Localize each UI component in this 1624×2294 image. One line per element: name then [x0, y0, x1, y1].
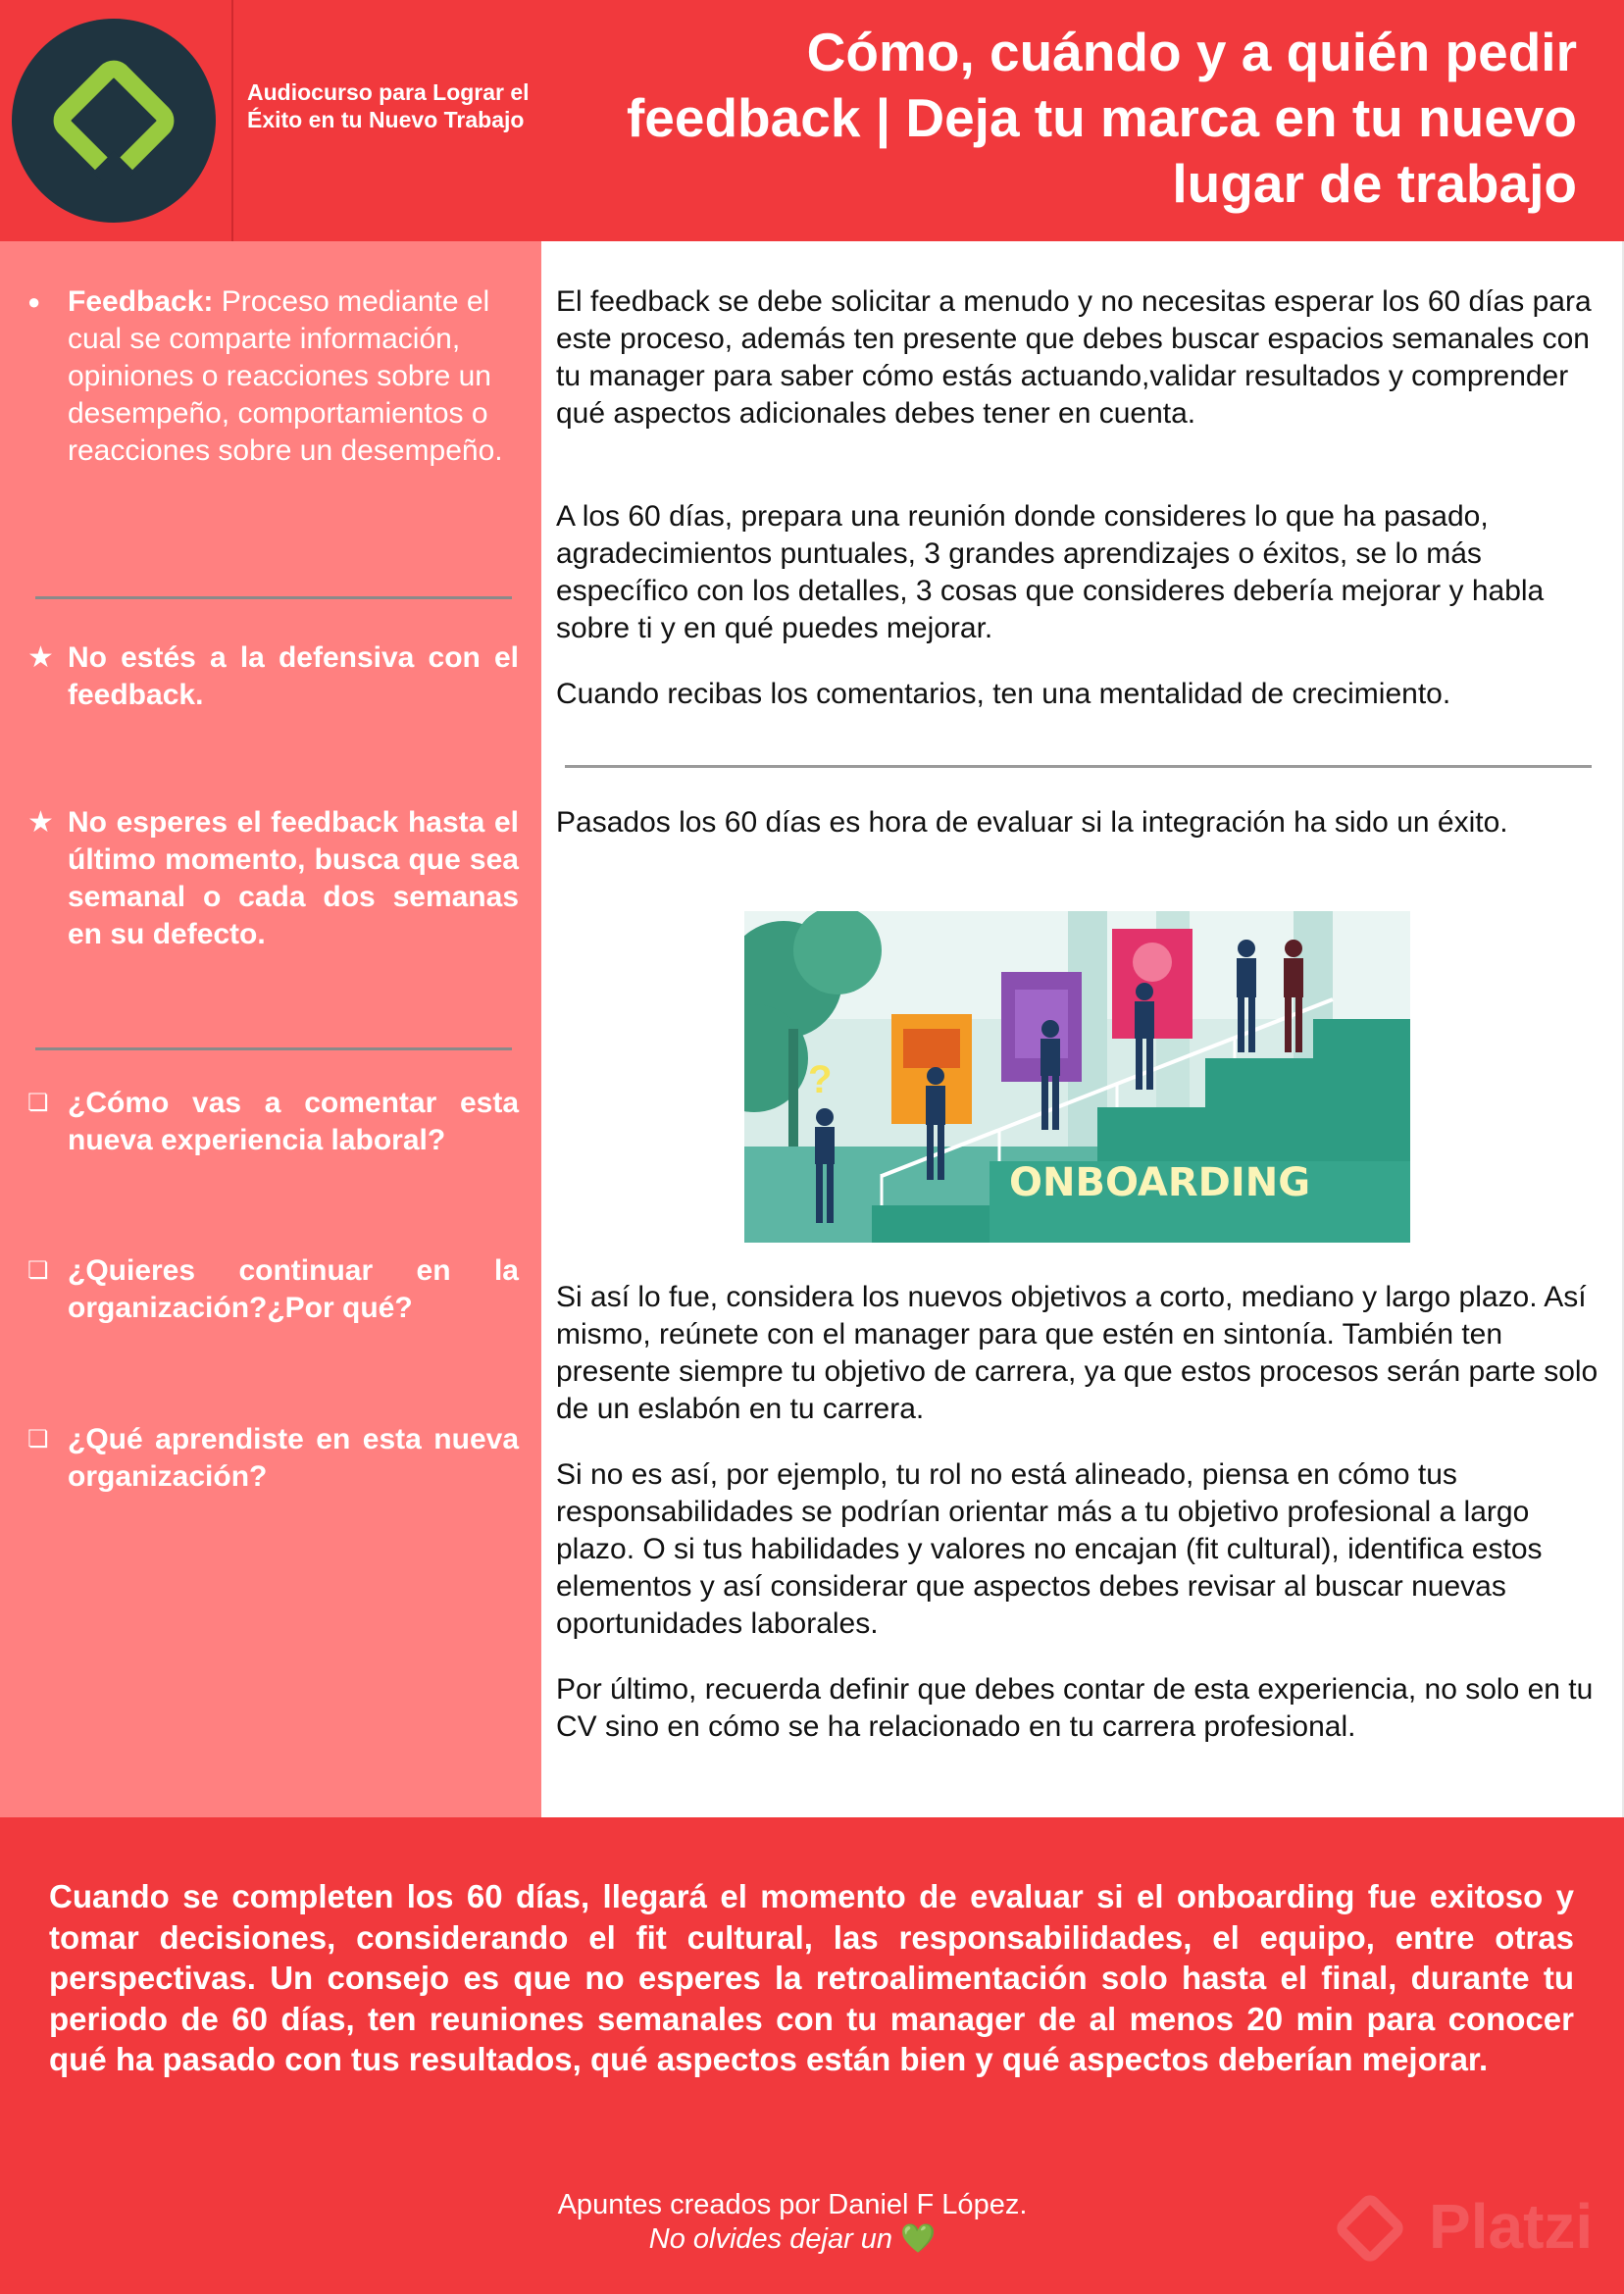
- left-sidebar: [0, 241, 541, 1817]
- body-paragraph: Cuando recibas los comentarios, ten una mentalidad de crecimiento.: [556, 678, 1451, 710]
- platzi-watermark: [1336, 2182, 1600, 2270]
- header-divider: [231, 0, 233, 241]
- checkbox-icon: ❏: [27, 1090, 49, 1116]
- body-paragraph: A los 60 días, prepara una reunión donde consideres lo que ha pasado, agradecimientos puntuales, 3 grandes aprendizajes o éxitos, se lo más específico con los detalles, 3 cosas que consideres debería mejorar y habla sobre ti y en qué puedes mejorar.: [556, 500, 1545, 644]
- question-text: ¿Qué aprendiste en esta nueva organización?: [68, 1423, 519, 1493]
- platzi-watermark-text: Platzi: [1429, 2191, 1594, 2262]
- star-icon: ★: [27, 641, 54, 674]
- left-divider: [35, 596, 512, 599]
- body-paragraph: El feedback se debe solicitar a menudo y no necesitas esperar los 60 días para este proceso, además ten presente que debes buscar espacios semanales con tu manager para saber cómo estás actuando,validar resultados y comprender qué aspectos adicionales debes tener en cuenta.: [556, 285, 1592, 430]
- content-divider: [565, 765, 1592, 768]
- definition-text: [68, 283, 519, 470]
- credits-reminder-text: No olvides dejar un: [648, 2223, 901, 2255]
- body-paragraph: Si no es así, por ejemplo, tu rol no está alineado, piensa en cómo tus responsabilidades se podrían orientar más a tu objetivo profesional a largo plazo. O si tus habilidades y valores no encajan (fit cultural), identifica estos elementos y así considerar que aspectos debes revisar al buscar nuevas oportunidades laborales.: [556, 1458, 1543, 1640]
- course-name: Audiocurso para Lograr el Éxito en tu Nuevo Trabajo: [247, 79, 530, 132]
- green-heart-icon: 💚: [900, 2223, 937, 2255]
- credits-author: Apuntes creados por Daniel F López.: [557, 2189, 1028, 2220]
- onboarding-label: ONBOARDING: [1009, 1160, 1311, 1205]
- question-mark: ?: [808, 1058, 833, 1101]
- definition-body: Proceso mediante el cual se comparte información, opiniones o reacciones sobre un desempeño, comportamientos o reacciones sobre un desempeño.: [68, 285, 503, 467]
- platzi-logo-icon: [12, 19, 216, 223]
- summary-text: Cuando se completen los 60 días, llegará el momento de evaluar si el onboarding fue exitoso y tomar decisiones, considerando el fit cultural, las responsabilidades, el equipo, entre otras perspectivas. Un consejo es que no esperes la retroalimentación solo hasta el final, durante tu periodo de 60 días, ten reuniones semanales con tu manager de al menos 20 min para conocer qué ha pasado con tus resultados, qué aspectos están bien y qué aspectos deberían mejorar.: [49, 1878, 1574, 2077]
- tip-text: No estés a la defensiva con el feedback.: [68, 641, 519, 711]
- checkbox-icon: ❏: [27, 1257, 49, 1284]
- question-text: ¿Quieres continuar en la organización?¿Por qué?: [68, 1254, 519, 1324]
- platzi-watermark-icon: [1336, 2194, 1404, 2263]
- tip-text: No esperes el feedback hasta el último momento, busca que sea semanal o cada dos semanas en su defecto.: [68, 806, 519, 950]
- main-content: [541, 241, 1624, 1817]
- question-text: ¿Cómo vas a comentar esta nueva experiencia laboral?: [68, 1087, 519, 1156]
- bullet-icon: ●: [27, 289, 41, 314]
- star-icon: ★: [27, 806, 54, 839]
- body-paragraph: Pasados los 60 días es hora de evaluar si la integración ha sido un éxito.: [556, 806, 1508, 839]
- onboarding-illustration: [744, 911, 1410, 1243]
- body-paragraph: Por último, recuerda definir que debes contar de esta experiencia, no solo en tu CV sino en cómo se ha relacionado en tu carrera profesional.: [556, 1673, 1594, 1743]
- page-footer: [0, 1817, 1624, 2294]
- checkbox-icon: ❏: [27, 1426, 49, 1453]
- left-divider: [35, 1047, 512, 1050]
- page-header: [0, 0, 1624, 241]
- definition-term: Feedback:: [68, 285, 214, 318]
- page-title: Cómo, cuándo y a quién pedir feedback | Deja tu marca en tu nuevo lugar de trabajo: [626, 22, 1577, 214]
- body-paragraph: Si así lo fue, considera los nuevos objetivos a corto, mediano y largo plazo. Así mismo, reúnete con el manager para que estén en sintonía. También ten presente siempre tu objetivo de carrera, ya que estos procesos serán parte solo de un eslabón en tu carrera.: [556, 1281, 1599, 1425]
